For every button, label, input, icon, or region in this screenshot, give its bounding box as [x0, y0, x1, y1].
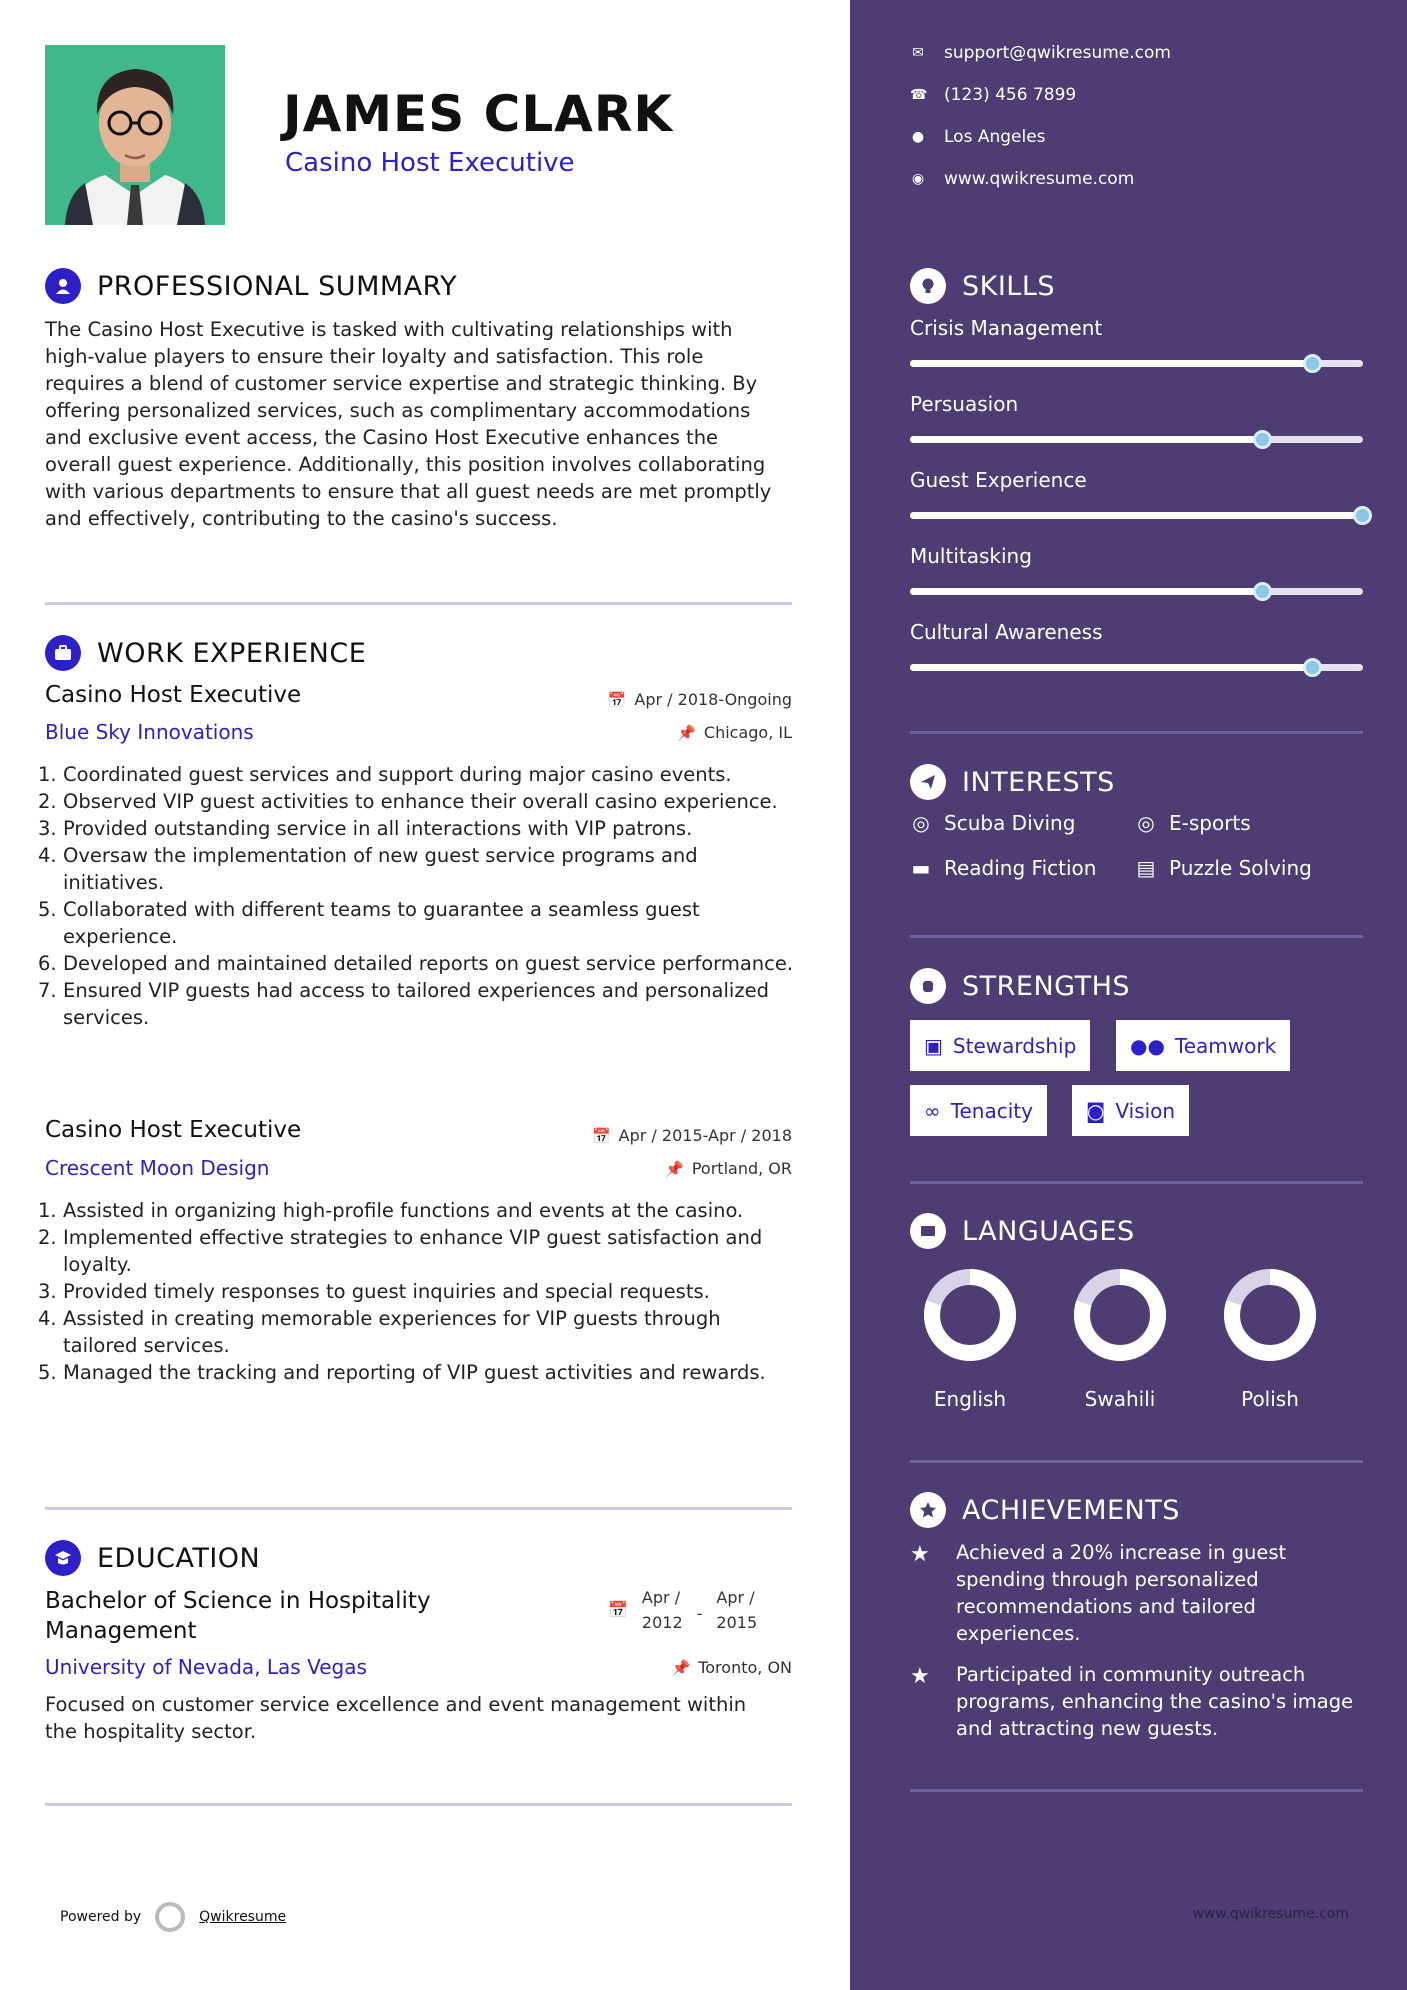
contact-website[interactable]: ◉ www.qwikresume.com	[911, 169, 1135, 189]
qwikresume-logo-icon	[155, 1902, 185, 1932]
skill-bar-fill	[910, 436, 1263, 443]
divider	[910, 731, 1363, 734]
sidebar	[850, 0, 1407, 1990]
language-ring	[920, 1265, 1020, 1365]
map-pin-icon: ●	[911, 129, 925, 145]
envelope-icon: ✉	[912, 45, 924, 61]
work-title: WORK EXPERIENCE	[97, 637, 367, 669]
strengths-header	[910, 968, 1130, 1004]
language-ring	[1070, 1265, 1170, 1365]
skill-bar	[910, 436, 1363, 443]
job-location	[665, 1159, 792, 1178]
skill-bar	[910, 360, 1363, 367]
briefcase-icon: ▣	[924, 1033, 943, 1058]
lifebuoy-icon: ◎	[912, 811, 930, 835]
calendar-icon: 📅	[608, 1600, 628, 1619]
graduate-icon	[45, 1540, 81, 1576]
education-description: Focused on customer service excellence and event management within the hospitality sector.	[45, 1693, 747, 1743]
summary-header	[45, 268, 457, 304]
list-item: 3. Provided outstanding service in all interactions with VIP patrons.	[38, 817, 693, 840]
user-icon	[45, 268, 81, 304]
skill-bar	[910, 664, 1363, 671]
skill-bar-fill	[910, 360, 1313, 367]
date-separator: -	[696, 1604, 703, 1623]
divider	[45, 1803, 792, 1806]
education-start: Apr / 2012	[641, 1588, 683, 1632]
list-item: 5. Managed the tracking and reporting of VIP guest activities and rewards.	[38, 1361, 766, 1384]
education-end: Apr / 2015	[716, 1588, 758, 1632]
contact-phone[interactable]: ☎ (123) 456 7899	[910, 85, 1077, 105]
divider	[910, 1789, 1363, 1792]
interest-item: ◎ Scuba Diving	[910, 811, 1075, 835]
education-header	[45, 1540, 260, 1576]
skill-bar-handle	[1303, 354, 1322, 373]
languages-title: LANGUAGES	[962, 1215, 1135, 1247]
work-header	[45, 635, 366, 671]
skills-header	[910, 268, 1055, 304]
skill-label: Cultural Awareness	[910, 620, 1103, 644]
divider	[910, 1181, 1363, 1184]
list-item: 1. Coordinated guest services and support during major casino events.	[38, 763, 732, 786]
language-label: English	[933, 1387, 1007, 1411]
pin-icon: 📌	[677, 723, 696, 742]
strength-badge: ●● Teamwork	[1116, 1020, 1290, 1071]
skill-bar-handle	[1253, 582, 1272, 601]
skill-label: Guest Experience	[910, 468, 1087, 492]
qwikresume-link[interactable]: Qwikresume	[199, 1909, 287, 1925]
job-company: Crescent Moon Design	[45, 1156, 270, 1180]
divider	[910, 935, 1363, 938]
interest-item: ▬ Reading Fiction	[911, 856, 1097, 880]
skill-bar	[910, 512, 1363, 519]
skill-bar-handle	[1303, 658, 1322, 677]
interest-item: ◎ E-sports	[1135, 811, 1251, 835]
list-item: 3. Provided timely responses to guest inquiries and special requests.	[38, 1280, 710, 1303]
candidate-name: JAMES CLARK	[283, 85, 674, 143]
star-badge-icon	[910, 1492, 946, 1528]
link-icon: ∞	[924, 1098, 941, 1123]
education-dates	[608, 1585, 757, 1635]
job-company: Blue Sky Innovations	[45, 720, 254, 744]
skill-bar-handle	[1253, 430, 1272, 449]
skill-bar-fill	[910, 588, 1263, 595]
interests-header	[910, 764, 1115, 800]
job-dates-text: Apr / 2015-Apr / 2018	[618, 1126, 792, 1145]
list-item: 2. Observed VIP guest activities to enhance their overall casino experience.	[38, 790, 778, 813]
strength-badge: ▣ Stewardship	[910, 1020, 1090, 1071]
education-location	[672, 1658, 792, 1677]
star-icon: ★	[910, 1664, 930, 1689]
candidate-role: Casino Host Executive	[285, 148, 575, 178]
contact-location: ● Los Angeles	[911, 127, 1046, 147]
footer-powered	[60, 1902, 286, 1932]
job-location-text: Portland, OR	[691, 1159, 792, 1178]
globe-icon: ◉	[911, 171, 925, 187]
pin-icon: 📌	[671, 1658, 691, 1677]
powered-by-label: Powered by	[60, 1909, 142, 1925]
skill-bar	[910, 588, 1363, 595]
language-label: Polish	[1241, 1387, 1299, 1411]
degree-title: Bachelor of Science in Hospitality Management	[45, 1588, 431, 1644]
list-item: 7. Ensured VIP guests had access to tailored experiences and personalized services.	[38, 979, 769, 1029]
divider	[45, 1507, 792, 1510]
briefcase-icon	[45, 635, 81, 671]
interests-title: INTERESTS	[962, 766, 1115, 798]
fist-icon	[910, 968, 946, 1004]
footer-website[interactable]: www.qwikresume.com	[1192, 1906, 1349, 1922]
calendar-icon: 📅	[591, 1126, 611, 1145]
achievements-title: ACHIEVEMENTS	[962, 1494, 1180, 1526]
strength-badge: ∞ Tenacity	[910, 1085, 1047, 1136]
skill-bar-fill	[910, 664, 1313, 671]
list-item: 1. Assisted in organizing high-profile functions and events at the casino.	[38, 1199, 744, 1222]
achievement-item: ★ Achieved a 20% increase in guest spending through personalized recommendations and tailored experiences.	[910, 1541, 1287, 1645]
summary-title: PROFESSIONAL SUMMARY	[97, 270, 458, 302]
skill-label: Persuasion	[910, 392, 1019, 416]
list-item: 2. Implemented effective strategies to enhance VIP guest satisfaction and loyalty.	[38, 1226, 763, 1276]
job-location-text: Chicago, IL	[703, 723, 792, 742]
job-duties	[38, 1197, 798, 1386]
star-icon: ★	[910, 1542, 930, 1567]
divider	[45, 602, 792, 605]
list-item: 4. Oversaw the implementation of new guest service programs and initiatives.	[38, 844, 698, 894]
divider	[910, 1460, 1363, 1463]
language-item	[910, 1265, 1030, 1411]
gamepad-icon: ▬	[911, 856, 931, 880]
strength-badge: ◙ Vision	[1072, 1085, 1189, 1136]
job-title: Casino Host Executive	[45, 1117, 302, 1143]
translate-icon	[910, 1213, 946, 1249]
education-title: EDUCATION	[97, 1542, 261, 1574]
language-ring	[1220, 1265, 1320, 1365]
users-icon: ●●	[1130, 1033, 1165, 1058]
interest-item: ▤ Puzzle Solving	[1136, 856, 1312, 880]
skill-bar-fill	[910, 512, 1363, 519]
job-dates	[608, 690, 792, 709]
strengths-title: STRENGTHS	[962, 970, 1131, 1002]
paper-plane-icon	[910, 764, 946, 800]
job-duties	[38, 761, 798, 1031]
school-name: University of Nevada, Las Vegas	[45, 1655, 367, 1679]
skills-title: SKILLS	[962, 270, 1056, 302]
pin-icon: 📌	[665, 1159, 684, 1178]
list-item: 6. Developed and maintained detailed reports on guest service performance.	[38, 952, 794, 975]
summary-text: The Casino Host Executive is tasked with cultivating relationships with high-value players to ensure their loyalty and satisfaction. This role requires a blend of customer service expertise and strategic thinking. By offering personalized services, such as complimentary accommodations and exclusive event access, the Casino Host Executive enhances the overall guest experience. Additionally, this position involves collaborating with various departments to ensure that all guest needs are met promptly and effectively, contributing to the casino's success.	[45, 318, 772, 530]
languages-header	[910, 1213, 1135, 1249]
language-item	[1210, 1265, 1330, 1411]
education-location-text: Toronto, ON	[698, 1658, 792, 1677]
book-icon: ▤	[1136, 856, 1156, 880]
profile-photo	[45, 45, 225, 225]
job-dates-text: Apr / 2018-Ongoing	[634, 690, 792, 709]
achievements-header	[910, 1492, 1180, 1528]
binoculars-icon: ◙	[1086, 1098, 1106, 1123]
achievement-item: ★ Participated in community outreach programs, enhancing the casino's image and attracting new guests.	[910, 1663, 1354, 1740]
language-label: Swahili	[1084, 1387, 1156, 1411]
contact-email[interactable]: ✉ support@qwikresume.com	[910, 43, 1171, 63]
job-location	[677, 723, 792, 742]
lightbulb-icon	[910, 268, 946, 304]
list-item: 5. Collaborated with different teams to guarantee a seamless guest experience.	[38, 898, 700, 948]
lifebuoy-icon: ◎	[1137, 811, 1155, 835]
skill-label: Crisis Management	[910, 316, 1103, 340]
list-item: 4. Assisted in creating memorable experiences for VIP guests through tailored services.	[38, 1307, 721, 1357]
skill-label: Multitasking	[910, 544, 1032, 568]
job-dates	[592, 1126, 792, 1145]
phone-icon: ☎	[910, 87, 928, 103]
job-title: Casino Host Executive	[45, 682, 302, 708]
language-item	[1060, 1265, 1180, 1411]
calendar-icon: 📅	[607, 690, 627, 709]
skill-bar-handle	[1353, 506, 1372, 525]
